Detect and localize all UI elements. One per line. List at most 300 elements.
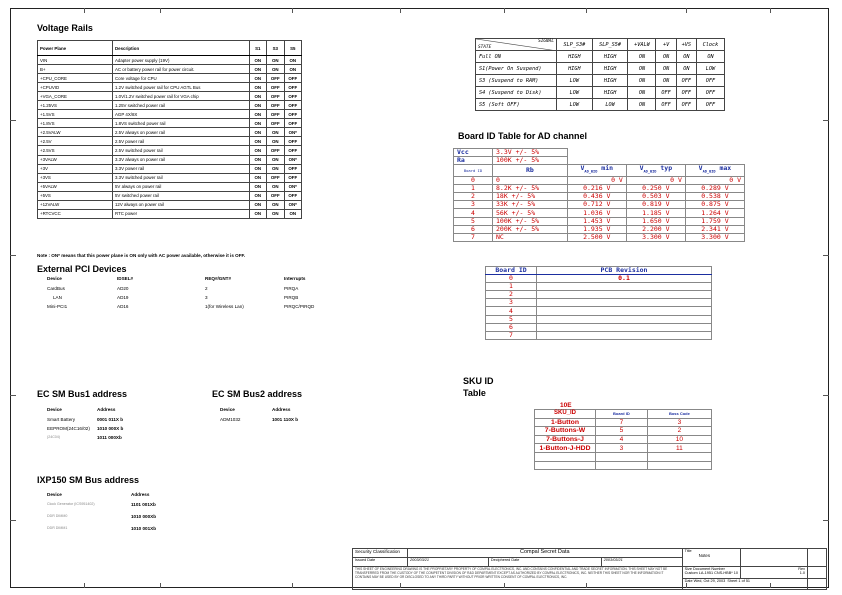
security-value: Compal Secret Data [408, 549, 683, 558]
board-id-value-cell: 3.300 V [685, 233, 744, 241]
ec_bus2-header-0: Device [220, 407, 235, 412]
title-block [352, 548, 827, 590]
description-cell: 12V always on power rail [112, 200, 249, 209]
signal-cell: ON [628, 63, 656, 75]
corner-signal-label: SIGNAL [538, 39, 554, 44]
description-cell: 1.8VS switched power rail [112, 119, 249, 128]
power-plane-cell: +5VALW [38, 182, 113, 191]
sku-title-line1: SKU ID [463, 376, 494, 386]
sheet-value: 1 [738, 578, 741, 583]
frame-tick [84, 583, 85, 588]
voltage-rail-row [38, 110, 302, 119]
power-state-row [476, 63, 725, 75]
frame-tick [10, 255, 16, 256]
pci-header-2: REQ#/GNT# [205, 276, 232, 281]
of-label: of [741, 578, 745, 583]
pcb-revision-cell [537, 299, 712, 307]
state-cell: ON [249, 182, 266, 191]
board-id-value-cell: 0.216 V [567, 184, 626, 192]
col-rb: Rb [493, 165, 568, 176]
voltage-rails-table [37, 40, 302, 219]
description-cell: 5V always on power rail [112, 182, 249, 191]
pcb-board-id-cell: 3 [486, 299, 537, 307]
col-description: Description [112, 41, 249, 56]
state-cell: ON [249, 146, 266, 155]
signal-cell: ON [628, 99, 656, 111]
voltage-rail-row [38, 101, 302, 110]
board-id-value-cell: 1.185 V [626, 209, 685, 217]
pci-cell: 2 [205, 286, 208, 291]
pcb-revision-row [486, 283, 712, 291]
col-sku-board-id: Board ID [596, 410, 648, 419]
sku-code-cell: 3 [647, 418, 711, 427]
sku-row [535, 427, 712, 436]
power-plane-cell: +1.8VS [38, 119, 113, 128]
rev-label: Rev [798, 567, 805, 571]
board-id-value-cell: 1.453 V [567, 217, 626, 225]
signal-cell: ON [656, 63, 676, 75]
voltage-rail-row [38, 155, 302, 164]
signal-cell: ON [656, 75, 676, 87]
pcb-revision-cell [537, 323, 712, 331]
ixp-header-0: Device [47, 492, 62, 497]
frame-tick [400, 583, 401, 588]
description-cell: 2.5V always on power rail [112, 128, 249, 137]
ec-bus1-title: EC SM Bus1 address [37, 389, 128, 399]
board-id-value-cell: 3.300 V [626, 233, 685, 241]
board-id-title: Board ID Table for AD channel [458, 131, 588, 141]
board-id-cell: 2 [454, 193, 493, 201]
col-clock: Clock [696, 39, 724, 51]
ec_bus1-header-1: Address [97, 407, 116, 412]
pcb-board-id-cell: 1 [486, 283, 537, 291]
pcb-revision-table [485, 266, 712, 340]
date-cell [682, 578, 807, 590]
state-cell: OFF [267, 119, 284, 128]
col-v: +V [656, 39, 676, 51]
voltage-rails-title: Voltage Rails [37, 23, 93, 33]
col-pcb-board-id: Board ID [486, 267, 537, 275]
voltage-rail-row [38, 56, 302, 65]
pcb-board-id-cell: 0 [486, 275, 537, 283]
pci-cell: Mini-PCI1 [47, 304, 68, 309]
state-cell: ON [249, 128, 266, 137]
sku-code-cell [596, 452, 648, 461]
frame-tick [504, 583, 505, 588]
col-valw: +VALW [628, 39, 656, 51]
description-cell: RTC power [112, 209, 249, 218]
signal-cell: LOW [557, 99, 593, 111]
board-id-value-cell: 0.503 V [626, 193, 685, 201]
pci-title: External PCI Devices [37, 264, 127, 274]
state-cell: ON [249, 92, 266, 101]
board-id-header [454, 165, 745, 176]
col-s5: S5 [284, 41, 302, 56]
pcb-revision-row [486, 275, 712, 283]
pci-cell: PIRQC/PIRQD [284, 304, 315, 309]
board-id-cell: 6 [454, 225, 493, 233]
board-id-cell: 4 [454, 209, 493, 217]
power-plane-cell: +RTCVCC [38, 209, 113, 218]
state-cell: ON [249, 137, 266, 146]
signal-cell: OFF [696, 87, 724, 99]
frame-tick [292, 583, 293, 588]
state-cell: ON [267, 209, 284, 218]
pci-header-3: Interrupts [284, 276, 306, 281]
signal-cell: ON [628, 51, 656, 63]
signal-cell: OFF [696, 99, 724, 111]
board-id-value-cell: 0.250 V [626, 184, 685, 192]
power-state-row [476, 51, 725, 63]
board-id-value-cell: 1.036 V [567, 209, 626, 217]
pcb-revision-cell [537, 315, 712, 323]
sku-name-cell [535, 452, 596, 461]
board-id-value-cell: 2.200 V [626, 225, 685, 233]
board-id-value-cell: 2.500 V [567, 233, 626, 241]
state-name-cell: Full ON [476, 51, 557, 63]
pcb-board-id-cell: 6 [486, 323, 537, 331]
description-cell: 1.25V switched power rail [112, 101, 249, 110]
board-id-value-cell: 1.264 V [685, 209, 744, 217]
state-cell: ON [249, 200, 266, 209]
signal-cell: ON [628, 75, 656, 87]
title-block-row1 [353, 549, 827, 558]
col-pcb-revision: PCB Revision [537, 267, 712, 275]
power-state-table [475, 38, 725, 111]
state-cell: OFF [267, 74, 284, 83]
signal-cell: ON [676, 51, 696, 63]
col-power-plane: Power Plane [38, 41, 113, 56]
signal-cell: ON [676, 63, 696, 75]
sku-code-cell: 7 [596, 418, 648, 427]
date-value: Wed, Oct 29, 2003 [693, 578, 726, 583]
sku-row [535, 452, 712, 461]
signal-cell: ON [656, 51, 676, 63]
sku-name-cell: 1-Button-J-HDD [535, 444, 596, 453]
frame-tick [823, 120, 829, 121]
pci-cell: AD20 [117, 286, 129, 291]
col-vad-typ: $V_{AD\_BID}$ typ [626, 165, 685, 176]
sku-code-cell [596, 461, 648, 470]
signal-cell: HIGH [592, 75, 628, 87]
description-cell: 2.5V switched power rail [112, 146, 249, 155]
state-cell: ON* [284, 155, 302, 164]
state-cell: ON [249, 74, 266, 83]
col-vad-max: $V_{AD\_BID}$ max [685, 165, 744, 176]
state-cell: ON* [284, 128, 302, 137]
sku-code-cell [647, 461, 711, 470]
state-cell: ON [249, 65, 266, 74]
confidential-notice: THIS SHEET OF ENGINEERING DRAWING IS THE PROPRIETARY PROPERTY OF COMPAL ELECTRONICS, INC. AND CONTAINS CONFIDENTIAL AND TRADE SECRET INFORMATION. THIS SHEET MAY NOT BE TRANSFERRED FROM THE CUSTODY OF THE COMPETENT DIVISION OF R&D DEPARTMENT EXCEPT AS AUTHORIZED BY COMPAL ELECTRONICS, INC. NEITHER THIS SHEET NOR THE INFORMATION IT CONTAINS MAY BE USED BY OR DISCLOSED TO ANY THIRD PARTY WITHOUT PRIOR WRITTEN CONSENT OF COMPAL ELECTRONICS, INC. [353, 567, 683, 590]
pci-header-0: Device [47, 276, 62, 281]
frame-tick [10, 120, 16, 121]
state-cell: ON [249, 110, 266, 119]
ixp-cell: Clock Generator (ICS951402) [47, 502, 95, 506]
state-cell: ON [249, 191, 266, 200]
rev-value: 1.0 [799, 571, 805, 575]
state-cell: OFF [284, 191, 302, 200]
board-id-value-cell: 100K +/- 5% [493, 217, 568, 225]
power-plane-cell: +CPUVID [38, 83, 113, 92]
board-id-value-cell: 1.935 V [567, 225, 626, 233]
description-cell: 1.2V switched power rail for CPU AGTL Bus [112, 83, 249, 92]
pcb-revision-row [486, 331, 712, 339]
board-id-cell: 5 [454, 217, 493, 225]
power-plane-cell: +1.5VS [38, 110, 113, 119]
signal-cell: LOW [557, 87, 593, 99]
state-cell: ON [249, 155, 266, 164]
pcb-board-id-cell: 7 [486, 331, 537, 339]
board-id-value-cell: 200K +/- 5% [493, 225, 568, 233]
board-id-value-cell: 0.819 V [626, 201, 685, 209]
board-id-value-cell: 8.2K +/- 5% [493, 184, 568, 192]
board-id-value-cell: 0.875 V [685, 201, 744, 209]
frame-tick [160, 8, 161, 13]
sku-table [534, 409, 712, 470]
signal-cell: OFF [656, 99, 676, 111]
title-block-row3 [353, 567, 827, 579]
sku-code-cell [647, 452, 711, 461]
power-plane-cell: +VGA_CORE [38, 92, 113, 101]
signal-cell: ON [696, 51, 724, 63]
sku-code-cell: 10 [647, 435, 711, 444]
pcb-revision-cell [537, 331, 712, 339]
voltage-rail-row [38, 92, 302, 101]
sheet-label: Sheet [727, 578, 738, 583]
pcb-revision-row [486, 299, 712, 307]
board-id-cell: 7 [454, 233, 493, 241]
sku-code-cell: 11 [647, 444, 711, 453]
board-id-value-cell: 0.712 V [567, 201, 626, 209]
ec_bus1-cell: 0001 011X b [97, 417, 124, 422]
ixp-header-1: Address [131, 492, 150, 497]
sku-name-cell: 7-Buttons-W [535, 427, 596, 436]
board-id-value-cell: 0 [493, 176, 568, 184]
power-plane-cell: +3VALW [38, 155, 113, 164]
board-id-value-cell: 0 V [626, 176, 685, 184]
state-cell: OFF [284, 110, 302, 119]
state-cell: ON [284, 56, 302, 65]
ec_bus1-cell: Smart Battery [47, 417, 76, 422]
col-vs: +VS [676, 39, 696, 51]
board-id-cell: 1 [454, 184, 493, 192]
ec_bus1-cell: EEPROM(24C16/02) [47, 426, 90, 431]
ra-label: Ra [454, 157, 493, 165]
state-cell: ON [249, 101, 266, 110]
board-id-row [454, 201, 745, 209]
pcb-revision-cell [537, 283, 712, 291]
sku-row [535, 435, 712, 444]
voltage-rail-row [38, 119, 302, 128]
state-cell: ON [249, 164, 266, 173]
ec-bus2-title: EC SM Bus2 address [212, 389, 303, 399]
state-cell: ON [267, 164, 284, 173]
state-name-cell: S1(Power On Suspend) [476, 63, 557, 75]
ixp-cell: 1010 000Xb [131, 514, 157, 519]
board-id-row [454, 209, 745, 217]
pcb-board-id-cell: 4 [486, 307, 537, 315]
power-state-row [476, 99, 725, 111]
pcb-revision-row [486, 307, 712, 315]
sku-code-cell: 2 [647, 427, 711, 436]
sku-name-cell: 7-Buttons-J [535, 435, 596, 444]
title-value: Notes [698, 553, 711, 558]
board-id-value-cell: 18K +/- 5% [493, 193, 568, 201]
col-slp-s3: SLP_S3# [557, 39, 593, 51]
power-plane-cell: +CPU_CORE [38, 74, 113, 83]
state-cell: ON [284, 65, 302, 74]
rev-cell [741, 567, 808, 579]
board-id-value-cell: 0 V [685, 176, 744, 184]
ec_bus1-cell: (24C04) [47, 435, 60, 439]
pci-cell: PIRQB [284, 295, 299, 300]
signal-cell: HIGH [592, 63, 628, 75]
state-cell: OFF [267, 146, 284, 155]
voltage-rail-row [38, 74, 302, 83]
power-plane-cell: +3V [38, 164, 113, 173]
sku-code-cell: 4 [596, 435, 648, 444]
signal-cell: LOW [592, 99, 628, 111]
frame-tick [586, 8, 587, 13]
frame-tick [686, 8, 687, 13]
state-cell: OFF [267, 83, 284, 92]
ec_bus2-header-1: Address [272, 407, 291, 412]
state-cell: ON [249, 56, 266, 65]
voltage-rail-row [38, 173, 302, 182]
state-cell: OFF [284, 119, 302, 128]
signal-cell: HIGH [592, 87, 628, 99]
power-plane-cell: +12VALW [38, 200, 113, 209]
sku-code-cell: 5 [596, 427, 648, 436]
sku-title-line2: Table [463, 388, 486, 398]
state-name-cell: S3 (Suspend to RAM) [476, 75, 557, 87]
state-cell: OFF [284, 83, 302, 92]
ixp-cell: DDR DIMM0 [47, 514, 68, 518]
col-slp-s5: SLP_S5# [592, 39, 628, 51]
signal-cell: HIGH [557, 51, 593, 63]
pci-cell: 1(for Wireless Lan) [205, 304, 244, 309]
state-cell: ON [267, 200, 284, 209]
frame-tick [84, 8, 85, 13]
state-name-cell: S5 (Soft OFF) [476, 99, 557, 111]
board-id-value-cell: NC [493, 233, 568, 241]
ec_bus1-header-0: Device [47, 407, 62, 412]
ixp-cell: 1010 001Xb [131, 526, 157, 531]
col-s3: S3 [267, 41, 284, 56]
pcb-board-id-cell: 5 [486, 315, 537, 323]
voltage-rail-row [38, 83, 302, 92]
corner-state-label: STATE [478, 45, 492, 50]
signal-cell: OFF [676, 75, 696, 87]
state-cell: ON [267, 155, 284, 164]
state-cell: OFF [267, 101, 284, 110]
signal-state-corner [476, 39, 557, 51]
pcb-revision-cell [537, 291, 712, 299]
state-cell: OFF [267, 173, 284, 182]
power-plane-cell: +3VS [38, 173, 113, 182]
voltage-rail-row [38, 164, 302, 173]
ixp-cell: DDR DIMM1 [47, 526, 68, 530]
state-cell: ON [249, 83, 266, 92]
description-cell: 3.3V always on power rail [112, 155, 249, 164]
col-vad-min: $V_{AD\_BID}$ min [567, 165, 626, 176]
state-cell: OFF [267, 191, 284, 200]
state-cell: ON [267, 128, 284, 137]
col-sku-id: SKU_ID [535, 410, 596, 419]
sku-row [535, 418, 712, 427]
pci-header-1: IDSEL# [117, 276, 134, 281]
sku-header [535, 410, 712, 419]
signal-cell: LOW [696, 63, 724, 75]
description-cell: 5V switched power rail [112, 191, 249, 200]
pcb-board-id-cell: 2 [486, 291, 537, 299]
description-cell: 3.3V switched power rail [112, 173, 249, 182]
state-cell: OFF [284, 137, 302, 146]
board-id-value-cell: 0.538 V [685, 193, 744, 201]
sku-row [535, 444, 712, 453]
pcb-revision-row [486, 323, 712, 331]
size-label: Size [684, 567, 692, 571]
ixp-cell: 1101 001Xb [131, 502, 156, 507]
sku-tag: 10E [560, 402, 572, 409]
description-cell: Core voltage for CPU [112, 74, 249, 83]
state-cell: ON [267, 56, 284, 65]
board-id-value-cell: 0.436 V [567, 193, 626, 201]
col-boss-code: Boss Code [647, 410, 711, 419]
sku-name-cell: 1-Button [535, 418, 596, 427]
signal-cell: LOW [557, 75, 593, 87]
of-value: 51 [745, 578, 751, 583]
description-cell: 3.3V power rail [112, 164, 249, 173]
frame-tick [770, 8, 771, 13]
voltage-rail-row [38, 182, 302, 191]
description-cell: AGP 4X/8X [112, 110, 249, 119]
title-label: Title Notes [682, 549, 740, 567]
issued-label: Issued Date [353, 558, 408, 567]
state-cell: OFF [284, 146, 302, 155]
frame-tick [400, 8, 401, 13]
power-plane-cell: B+ [38, 65, 113, 74]
ixp-title: IXP150 SM Bus address [37, 475, 140, 485]
board-id-row [454, 233, 745, 241]
board-id-value-cell: 56K +/- 5% [493, 209, 568, 217]
state-cell: OFF [267, 92, 284, 101]
power-plane-cell: +2.5V [38, 137, 113, 146]
voltage-rail-row [38, 65, 302, 74]
board-id-value-cell: 2.341 V [685, 225, 744, 233]
power-plane-cell: +5VS [38, 191, 113, 200]
pci-cell: PIRQA [284, 286, 299, 291]
board-id-cell: 0 [454, 176, 493, 184]
doc-label: Document Number [693, 567, 725, 571]
frame-tick [823, 255, 829, 256]
state-cell: ON [267, 137, 284, 146]
issued-value: 2003/03/21 [408, 558, 489, 567]
board-id-table [453, 148, 745, 242]
sku-name-cell [535, 461, 596, 470]
board-id-value-cell: 0 V [567, 176, 626, 184]
date-label: Date [684, 578, 693, 583]
signal-cell: OFF [696, 75, 724, 87]
power-state-row [476, 75, 725, 87]
power-plane-cell: +1.25VS [38, 101, 113, 110]
signal-cell: OFF [676, 87, 696, 99]
pcb-revision-header [486, 267, 712, 275]
vcc-label: Vcc [454, 149, 493, 157]
security-label: Security Classification [353, 549, 408, 558]
power-plane-cell: VIN [38, 56, 113, 65]
deciphered-label: Deciphered Date [488, 558, 601, 567]
